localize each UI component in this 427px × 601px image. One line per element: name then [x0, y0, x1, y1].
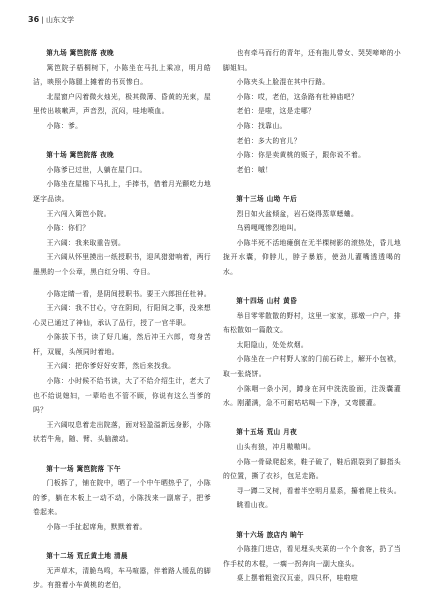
script-paragraph: 王六阔：我不甘心，守在阴间，行阳间之事，没来想心灵已通过了神仙，承认了品行，授了一官半职。 [33, 304, 211, 327]
section-spacer [223, 513, 401, 528]
script-paragraph: 北屋窗户闪着微火烛光，极其微薄、昏黄的光束，屋里传出咳嗽声，声音烈，沉闷，哇地喷血。 [33, 92, 211, 116]
script-paragraph: 无声草木，清脆鸟鸣，车马喧嚣，伴着路人缓乱的脚步。有推着小车黄桃的老伯， [33, 566, 211, 590]
small-spacer [33, 280, 211, 287]
section-spacer [33, 535, 211, 550]
script-paragraph: 小陈：你是卖黄桃的贩子，跟你说不着。 [236, 151, 366, 160]
section-spacer [223, 411, 401, 426]
scene-heading: 第九场 篱笆院落 夜晚 [46, 49, 114, 57]
scene-heading: 第十四场 山村 黄昏 [236, 297, 298, 306]
script-paragraph: 小陈拔下书，读了好几遍，然后冲王六郎，弯身苦杆，双履，头颅同时着地。 [33, 333, 211, 356]
script-paragraph: 烈日如火盆倾盆，岩石烧得蒸草蟋蛐。 [236, 209, 359, 218]
script-paragraph: 小陈：爹。 [46, 121, 83, 130]
script-paragraph: 太阳隐山，处处炊烟。 [236, 340, 309, 349]
script-paragraph: 也有牵马而行的青年，还有拖儿带女、哭哭啼啼的小脚姐妇。 [223, 49, 401, 72]
script-paragraph: 老伯：嘁！ [236, 165, 273, 174]
section-spacer [33, 447, 211, 462]
script-paragraph: 门板拆了，铺在院中，晒了一个中午晒热乎了，小陈的爹，躺在木板上一动不动，小陈找来一副席子，把爹卷起来。 [33, 479, 211, 517]
scene-heading: 第十一场 篱笆院落 下午 [46, 464, 121, 473]
page-number: 36 [28, 15, 40, 24]
script-paragraph: 乌鸦嘎嘎惨烈地叫。 [236, 224, 301, 233]
script-paragraph: 小陈：你们？ [46, 224, 90, 233]
left-column [33, 46, 211, 593]
script-paragraph: 小陈咽一条小河，蹲身在河中洗洗脸面，注泼囊灌水。刚灌满，急不可耐咕咕喝一下净，又弯腰灌。 [223, 384, 401, 408]
script-paragraph: 小陈推门进店，看见埋头夹菜的一个个食客，扔了当作手杖的木棍，一瘸一拐奔向一副大座头。 [223, 545, 401, 568]
section-spacer [223, 177, 401, 192]
scene-heading: 第十六场 旅店内 晌午 [236, 530, 304, 539]
script-paragraph: 小陈：找靠山。 [236, 121, 287, 130]
page-header [28, 15, 74, 25]
script-paragraph: 王六阔：把你爹好好安葬，然后来找我。 [46, 362, 176, 371]
script-paragraph: 王六闯入篱笆小院。 [46, 209, 111, 218]
script-paragraph: 王六阔从怀里摸出一纸授职书，迎风猎猎响着，两行墨黑的一个公章，黑白红分明、夺目。 [33, 253, 211, 276]
script-paragraph: 小陈半死不活地瘫倒在无半棵树影的滚热处，昏儿地拢开水囊，仰脖儿，脖子暴筋，使劲儿灌嘴透透喝的水。 [223, 238, 401, 276]
script-paragraph: 小陈定睛一看，是阴间授职书。要王六郎担任杜神。 [46, 289, 211, 298]
script-paragraph: 小陈坐在一户村野人家的门前石砖上，解开小包袱，取一张烧饼。 [223, 355, 401, 379]
section-spacer [33, 134, 211, 149]
scene-heading: 第十二场 荒丘黄土地 清晨 [46, 552, 128, 561]
script-paragraph: 桌上摆着粗瓷汉瓦壶，四只杯，哇啦啦 [236, 574, 359, 583]
scene-heading: 第十三场 山坳 午后 [236, 194, 298, 203]
script-paragraph: 老伯：多大的官儿？ [236, 136, 301, 145]
script-paragraph: 小陈夹头上脸混在其中行路。 [236, 78, 330, 87]
script-paragraph: 寻一蹲二叉树，看着半空明月星系，攥着爬上枝头。 [236, 486, 401, 495]
script-paragraph: 小陈爹已过世，人躺在屋门口。 [46, 165, 147, 174]
script-paragraph: 篱笆院子梧桐树下，小陈坐在马扎上乘凉，明月皓洁，映照小陈腿上摊着的书页惨白。 [33, 63, 211, 87]
script-paragraph: 王六阔：我来取重告别。 [46, 238, 126, 247]
script-paragraph: 眺看山夜。 [236, 501, 273, 510]
scene-heading: 第十五场 荒山 月夜 [236, 428, 298, 437]
script-paragraph: 小陈坐在屋檐下马扎上，手捧书，借着月光颤吃力地逐字品读。 [33, 180, 211, 203]
scene-heading: 第十场 篱笆院落 夜晚 [46, 151, 114, 160]
script-paragraph: 山头有狼，冲月嗷嗷叫。 [236, 443, 316, 452]
script-paragraph: 举目零零散散的野村，这里一家家，那墩一户户，排布松散如一篇散文。 [223, 311, 401, 335]
script-paragraph: 小陈一骨碌爬起来，鞋子破了，鞋后跟裂到了脚指头的位置，撕了衣衫，包足走路。 [223, 457, 401, 481]
section-spacer [223, 280, 401, 295]
header-separator: | [41, 16, 44, 24]
script-paragraph: 老伯：是啦，这是走哪？ [236, 107, 316, 116]
script-paragraph: 小陈：小时候不给书读，大了不给介绍生计，老大了也不给说媳妇，一辈哈也不管不顾，你说有这么当爹的吗？ [33, 377, 211, 415]
journal-name: 山东文学 [45, 16, 74, 24]
script-paragraph: 王六阔叹息着走出院落，面对轻盈溢新远身影，小陈状若牛角，随、臂、头脑激动。 [33, 420, 211, 444]
script-paragraph: 小陈：哎，老伯，这条路有杜神庙吧？ [236, 92, 359, 101]
script-paragraph: 小陈一手扯起席角，默默着着。 [46, 523, 147, 531]
right-column [223, 46, 401, 586]
